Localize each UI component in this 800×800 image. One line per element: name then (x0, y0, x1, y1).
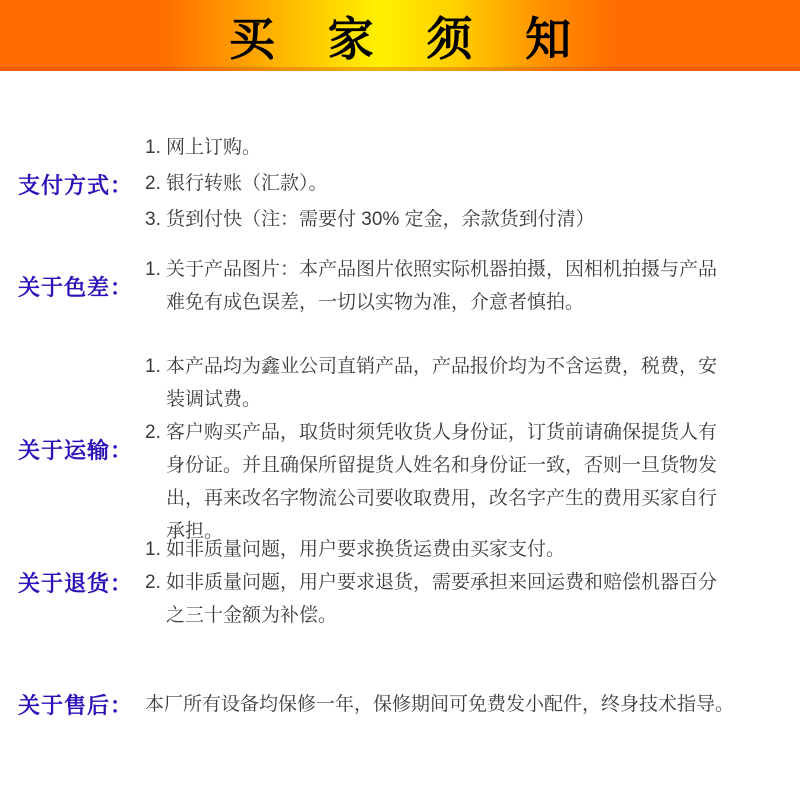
notice-item (145, 416, 723, 548)
notice-item (145, 350, 723, 416)
section-content (145, 253, 723, 319)
item-text: 关于产品图片：本产品图片依照实际机器拍摄，因相机拍摄与产品难免有成色误差，一切以实物为准，介意者慎拍。 (166, 259, 718, 313)
section-content (145, 130, 723, 238)
notice-item (145, 566, 723, 632)
item-number: 1. (145, 356, 161, 377)
section-content (145, 533, 723, 632)
notice-section (18, 688, 782, 721)
item-number: 1. (145, 539, 161, 560)
item-number: 2. (145, 173, 161, 194)
section-label-5: 关于售后： (18, 693, 134, 718)
item-text: 本产品均为鑫业公司直销产品，产品报价均为不含运费，税费，安装调试费。 (166, 356, 718, 410)
item-number: 2. (145, 572, 161, 593)
section-label-4: 关于退货： (18, 571, 134, 596)
section-content (145, 688, 765, 721)
item-number: 3. (145, 209, 161, 230)
notice-item (145, 688, 765, 721)
notice-item (145, 202, 723, 238)
notice-item (145, 130, 723, 166)
item-text: 本厂所有设备均保修一年，保修期间可免费发小配件，终身技术指导。 (145, 694, 735, 715)
notice-section (18, 253, 782, 319)
item-number: 1. (145, 137, 161, 158)
item-text: 如非质量问题，用户要求退货，需要承担来回运费和赔偿机器百分之三十金额为补偿。 (166, 572, 718, 626)
item-text: 客户购买产品，取货时须凭收货人身份证，订货前请确保提货人有身份证。并且确保所留提货人姓名和身份证一致，否则一旦货物发出，再来改名字物流公司要收取费用，改名字产生的费用买家自行承担。 (166, 422, 718, 542)
banner (0, 0, 800, 71)
notice-item (145, 533, 723, 566)
item-text: 货到付快（注：需要付 30% 定金，余款货到付清） (166, 209, 595, 230)
section-label-3: 关于运输： (18, 437, 134, 463)
notice-section (18, 130, 782, 238)
item-number: 2. (145, 422, 161, 443)
notice-item (145, 253, 723, 319)
item-text: 网上订购。 (166, 137, 262, 158)
notice-item (145, 166, 723, 202)
item-text: 银行转账（汇款）。 (166, 173, 328, 194)
section-label-2: 关于色差： (18, 274, 134, 300)
section-label-1: 支付方式： (18, 172, 134, 198)
item-number: 1. (145, 259, 161, 280)
item-text: 如非质量问题，用户要求换货运费由买家支付。 (166, 539, 566, 560)
notice-section (18, 350, 782, 548)
notice-section (18, 533, 782, 632)
page-title: 买 家 须 知 (228, 12, 592, 65)
section-content (145, 350, 723, 548)
